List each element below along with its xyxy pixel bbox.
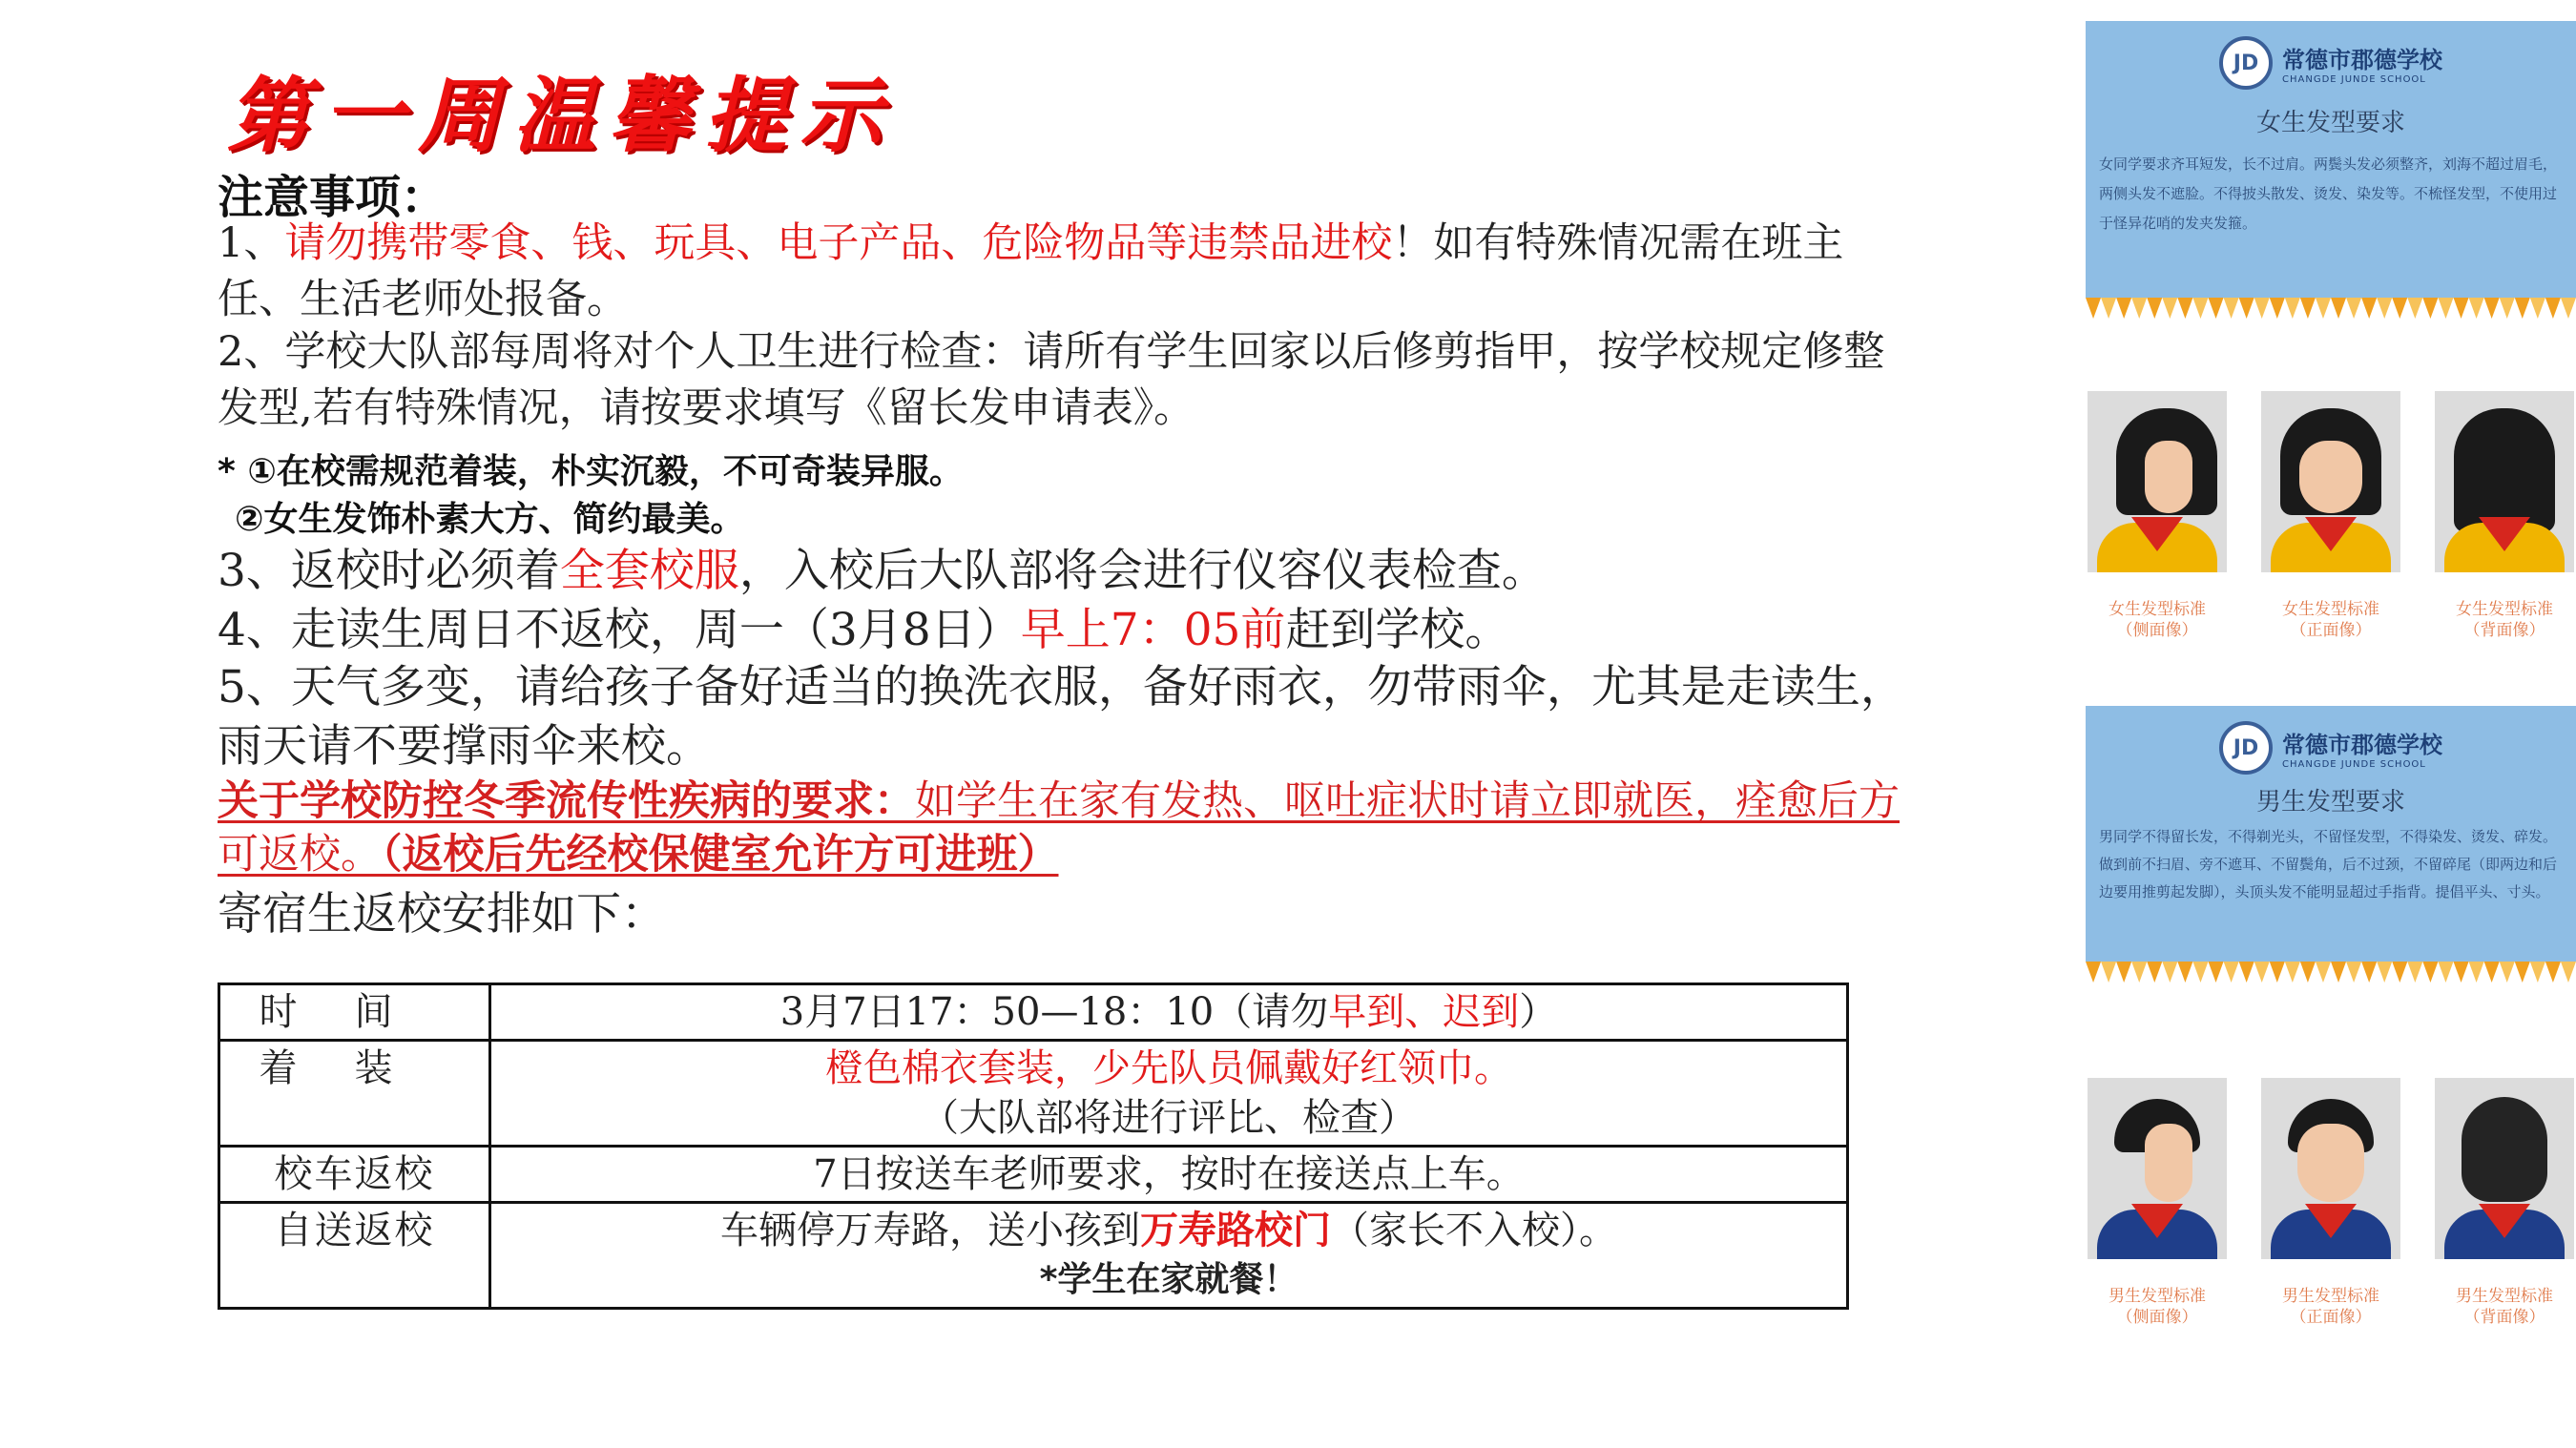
time-value-cell: 3月7日17：50—18：10（请勿早到、迟到） <box>490 984 1848 1041</box>
time-label-cell: 时间 <box>219 984 490 1041</box>
table-row <box>219 984 1848 1041</box>
boy-side-photo <box>2088 1078 2227 1259</box>
photo-card: 男生发型标准 （侧面像） <box>2086 1078 2229 1328</box>
boys-hair-card <box>2086 706 2576 963</box>
page-title: 第一周温馨提示 <box>227 68 895 164</box>
zigzag-border <box>2086 298 2576 321</box>
boys-card-title: 男生发型要求 <box>2255 788 2405 817</box>
item3-rest: ，入校后大队部将会进行仪容仪表检查。 <box>738 545 1547 597</box>
table-row <box>219 1203 1848 1309</box>
girls-hair-card <box>2086 21 2576 300</box>
notice-item-2: 2、学校大队部每周将对个人卫生进行检查：请所有学生回家以后修剪指甲，按学校规定修整发型,若有特殊情况，请按要求填写《留长发申请表》。 <box>218 328 1885 432</box>
photo-card: 女生发型标准 （侧面像） <box>2086 391 2229 641</box>
girl-side-photo <box>2088 391 2227 572</box>
table-row <box>219 1147 1848 1203</box>
notice-item-5: 5、天气多变，请给孩子备好适当的换洗衣服，备好雨衣，勿带雨伞，尤其是走读生，雨天请不要撑雨伞来校。 <box>218 661 1905 773</box>
girl-back-photo <box>2435 391 2574 572</box>
bus-label-cell: 校车返校 <box>219 1147 490 1203</box>
notice-item-1 <box>218 216 1906 328</box>
school-emblem-icon: JD <box>2219 36 2273 90</box>
school-emblem-icon: JD <box>2219 721 2273 775</box>
item1-rest: ！如有特殊情况需在班主任、生活老师处报备。 <box>218 219 1844 323</box>
zigzag-border <box>2086 962 2576 984</box>
boy-front-photo <box>2261 1078 2400 1259</box>
photo-card: 女生发型标准 （正面像） <box>2259 391 2402 641</box>
notice-item-4 <box>218 601 1916 660</box>
item1-highlight: 请勿携带零食、钱、玩具、电子产品、危险物品等违禁品进校 <box>284 219 1393 267</box>
item4-rest: 赶到学校。 <box>1285 604 1510 656</box>
boys-photo-row <box>2086 1078 2576 1328</box>
girls-card-body: 女同学要求齐耳短发，长不过肩。两鬓头发必须整齐，刘海不超过眉毛，两侧头发不遮脸。不得披头散发、烫发、染发等。不梳怪发型，不使用过于怪异花哨的发夹发箍。 <box>2099 155 2558 232</box>
photo-card: 女生发型标准 （背面像） <box>2433 391 2576 641</box>
epidemic-text: 如学生在家有发热、呕吐症状时请立即就医，痊愈后方可返校。 <box>218 777 1900 879</box>
bus-value-cell: 7日按送车老师要求，按时在接送点上车。 <box>490 1147 1848 1203</box>
photo-card: 男生发型标准 （背面像） <box>2433 1078 2576 1328</box>
boys-card-body: 男同学不得留长发，不得剃光头，不留怪发型，不得染发、烫发、碎发。做到前不扫眉、旁不遮耳、不留鬓角，后不过颈，不留碎尾（即两边和后边要用推剪起发脚），头顶头发不能明显超过手指背。提倡平头、寸头。 <box>2099 828 2558 900</box>
self-label-cell: 自送返校 <box>219 1203 490 1309</box>
girl-front-photo <box>2261 391 2400 572</box>
epidemic-heading: 关于学校防控冬季流传性疾病的要求： <box>218 777 915 825</box>
photo-card: 男生发型标准 （正面像） <box>2259 1078 2402 1328</box>
epidemic-requirement <box>218 775 1935 881</box>
epidemic-tail: （返校后先经校保健室允许方可进班） <box>382 831 1059 879</box>
dress-note-line1: * ①在校需规范着装，朴实沉毅，不可奇装异服。 <box>218 452 964 491</box>
dress-note <box>218 448 1916 544</box>
self-value-cell: 车辆停万寿路，送小孩到万寿路校门（家长不入校）。 *学生在家就餐！ <box>490 1203 1848 1309</box>
boarding-intro: 寄宿生返校安排如下： <box>218 888 666 941</box>
item4-highlight: 早上7：05前 <box>1020 604 1286 656</box>
notice-item-3 <box>218 542 1916 601</box>
dress-note-line2: ②女生发饰朴素大方、简约最美。 <box>235 500 745 539</box>
boarding-schedule-table <box>218 983 1849 1310</box>
school-logo: JD 常德市郡德学校 CHANGDE JUNDE SCHOOL <box>2086 721 2576 775</box>
item1-prefix: 1、 <box>218 219 285 267</box>
girls-card-title: 女生发型要求 <box>2255 109 2405 137</box>
item3-prefix: 3、返校时必须着 <box>218 545 560 597</box>
dress-label-cell: 着装 <box>219 1041 490 1147</box>
item3-highlight: 全套校服 <box>559 545 739 597</box>
girls-photo-row <box>2086 391 2576 641</box>
item4-prefix: 4、走读生周日不返校，周一（3月8日） <box>218 604 1021 656</box>
table-row <box>219 1041 1848 1147</box>
notice-heading: 注意事项： <box>218 171 447 224</box>
school-logo: JD 常德市郡德学校 CHANGDE JUNDE SCHOOL <box>2086 36 2576 90</box>
dress-value-cell: 橙色棉衣套装，少先队员佩戴好红领巾。 （大队部将进行评比、检查） <box>490 1041 1848 1147</box>
boy-back-photo <box>2435 1078 2574 1259</box>
